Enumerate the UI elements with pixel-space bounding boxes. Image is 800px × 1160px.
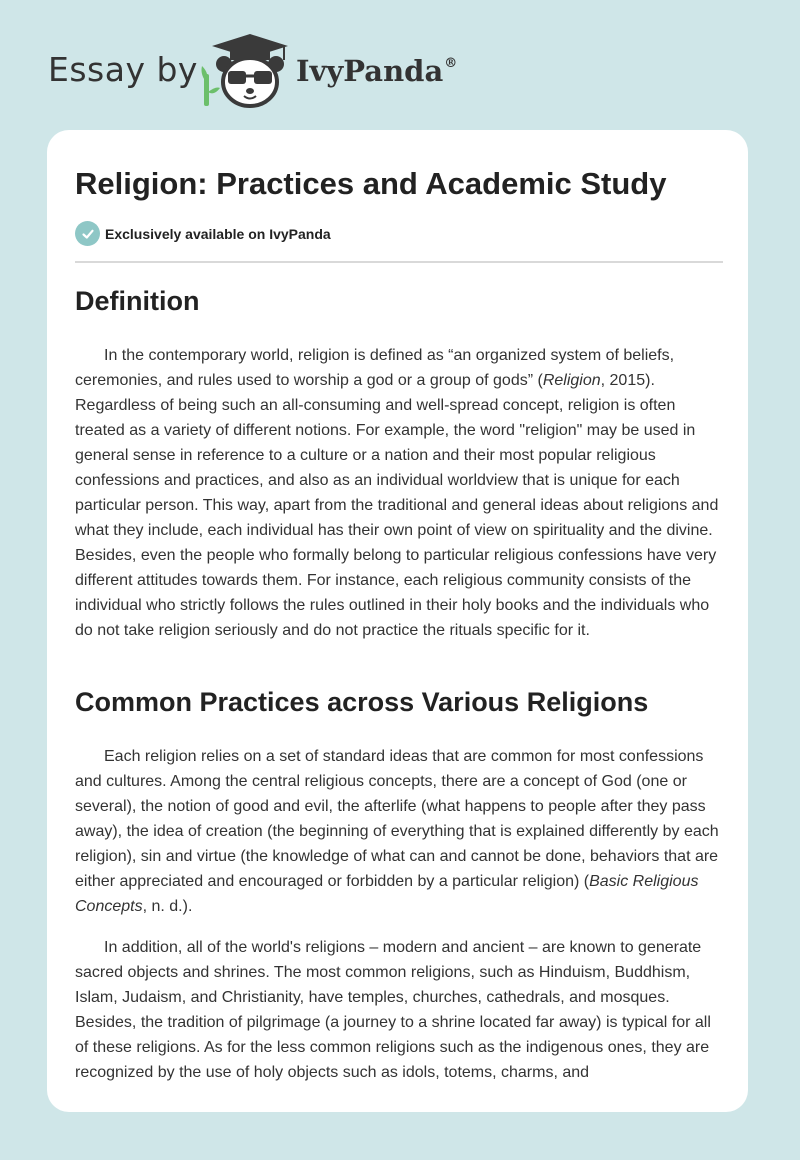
section-heading-common-practices: Common Practices across Various Religions: [75, 687, 649, 717]
site-header: [0, 0, 800, 130]
divider: [75, 261, 723, 263]
check-icon: [75, 221, 100, 246]
page-title: Religion: Practices and Academic Study: [75, 166, 667, 201]
paragraph-text: In the contemporary world, religion is defined as “an organized system of beliefs, ceremonies, and rules used to worship a god or a group of gods” (: [75, 347, 675, 389]
panda-logo-icon[interactable]: [200, 30, 300, 110]
exclusive-badge: [75, 221, 331, 246]
brand-name[interactable]: [296, 54, 457, 88]
essay-by-label: Essay by: [48, 50, 198, 89]
registered-mark: ®: [444, 56, 458, 71]
paragraph: [75, 744, 725, 919]
paragraph-text: , n. d.).: [142, 898, 193, 915]
section-heading-definition: Definition: [75, 286, 200, 316]
badge-label: Exclusively available on IvyPanda: [105, 225, 331, 242]
essay-card: [47, 130, 748, 1112]
citation-title: Religion: [542, 372, 601, 389]
paragraph: [75, 343, 725, 643]
paragraph-text: , 2015). Regardless of being such an all-consuming and well-spread concept, religion is often treated as a variety of different notions. For example, the word "religion" may be used in general sense in reference to a culture or a nation and their most popular religious confessions and practices, and also as an individual worldview that is unique for each particular person. This way, apart from the traditional and general ideas about religions and what they include, each individual has their own point of view on spirituality and the divine. Besides, even the people who formally belong to particular religious confessions have very different attitudes towards them. For instance, each religious community consists of the individual who strictly follows the rules outlined in their holy books and the individuals who do not take religion seriously and do not practice the rituals specific for it.: [75, 372, 719, 639]
citation-title: Basic Religious Concepts: [75, 873, 699, 915]
paragraph: [75, 935, 725, 1085]
paragraph-text: Each religion relies on a set of standard ideas that are common for most confessions and cultures. Among the central religious concepts, there are a concept of God (one or several), the notion of good and evil, the afterlife (what happens to people after they pass away), the idea of creation (the beginning of everything that is explained differently by each religion), sin and virtue (the knowledge of what can and cannot be done, behaviors that are either appreciated and encouraged or forbidden by a particular religion) (: [75, 748, 719, 890]
brand-label: IvyPanda: [296, 54, 444, 88]
paragraph-text: In addition, all of the world's religions – modern and ancient – are known to generate sacred objects and shrines. The most common religions, such as Hinduism, Buddhism, Islam, Judaism, and Christianity, have temples, churches, cathedrals, and mosques. Besides, the tradition of pilgrimage (a journey to a shrine located far away) is typical for all of these religions. As for the less common religions such as the indigenous ones, they are recognized by the use of holy objects such as idols, totems, charms, and: [75, 939, 711, 1081]
